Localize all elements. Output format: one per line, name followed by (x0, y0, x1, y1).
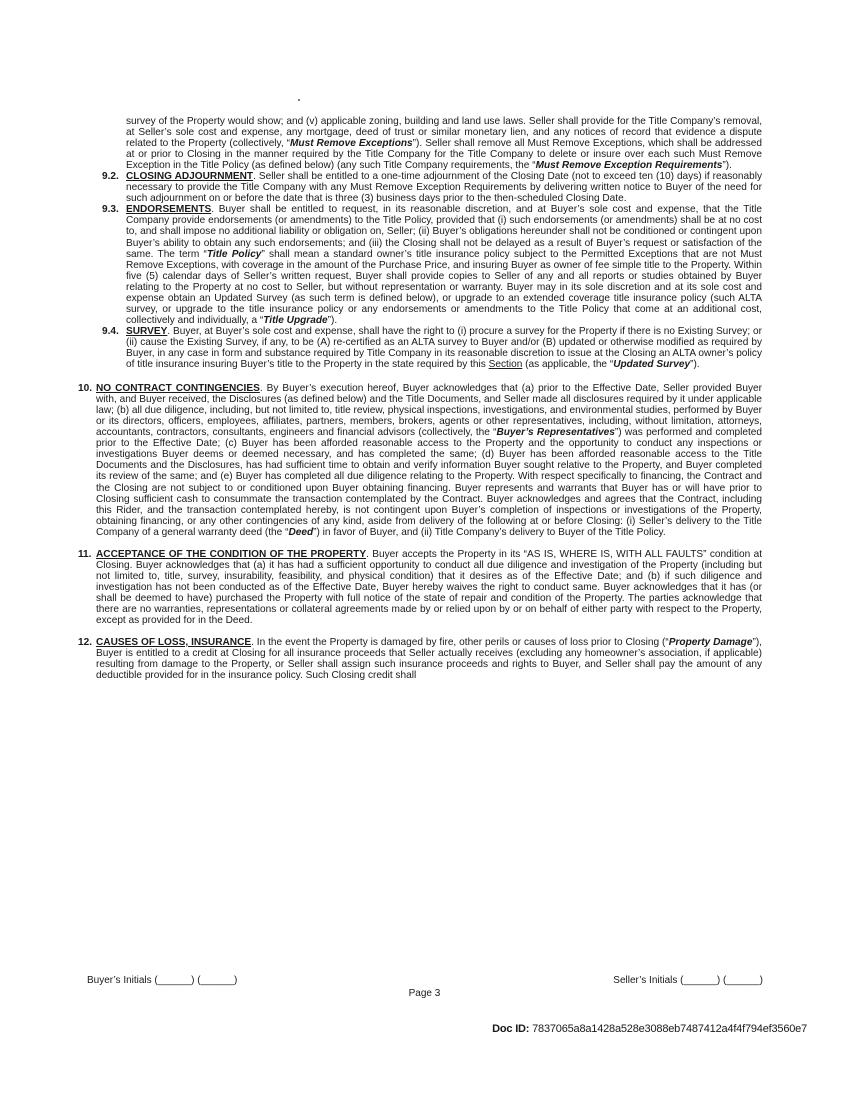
section-9-4 (78, 326, 762, 370)
section-heading: NO CONTRACT CONTINGENCIES (96, 383, 260, 395)
section-11 (78, 549, 762, 626)
section-12 (78, 637, 762, 681)
defined-term: Title Upgrade (263, 314, 328, 326)
section-text: ” shall mean a standard owner’s title insurance policy subject to the Permitted Exceptions that are not Must Remove Exceptions, with coverage in the amount of the Purchase Price, and insuring Buyer as owner of fee simple title to the Property. Within five (5) calendar days of Seller’s written request, Buyer shall provide copies to Seller of any and all reports or studies obtained by Buyer relating to the Property at no cost to Seller, but without representation or warranty. Buyer may in its sole discretion and at its sole cost and expense obtain an Updated Survey (as such term is defined below), or upgrade to an extended coverage title insurance policy (such ALTA survey, or upgrade to the title insurance policy or any endorsements or amendments to the Title Policy that come at an additional cost, collectively and individually, a “ (126, 248, 762, 326)
section-text: . Seller shall be entitled to a one-time adjournment of the Closing Date (not to exceed ten (10) days) if reasonably necessary to provide the Title Company with any Must Remove Exception Requirements by delivering written notice to Buyer of the need for such adjournment on or before the date that is three (3) business days prior to the then-scheduled Closing Date. (126, 171, 763, 205)
section-heading: CAUSES OF LOSS, INSURANCE (96, 637, 252, 649)
section-text: ”) in favor of Buyer, and (ii) Title Company’s delivery to Buyer of the Title Policy. (313, 526, 666, 538)
defined-term: Must Remove Exception Requirements (535, 160, 723, 172)
section-heading: ACCEPTANCE OF THE CONDITION OF THE PROPERTY (96, 548, 367, 560)
section-heading: CLOSING ADJOURNMENT (126, 171, 254, 183)
text: ”). (722, 160, 732, 172)
section-number: 9.4. (102, 325, 119, 337)
section-number: 11. (78, 548, 92, 560)
section-text: . Buyer accepts the Property in its “AS IS, WHERE IS, WITH ALL FAULTS” condition at Closing. Buyer acknowledges that (a) it has had a sufficient opportunity to conduct all due diligence and investigation of the Property (including but not limited to, title, survey, insurability, feasibility, and physical condition) that it desires as of the Effective Date; and (b) if such diligence and investigation has not been conducted as of the Effective Date, Buyer hereby waives the right to conduct same. Buyer acknowledges that it has (or shall be deemed to have) purchased the Property with full notice of the state of repair and condition of the Property. The parties acknowledge that there are no warranties, representations or collateral agreements made by or relied upon by or on behalf of either party with respect to the Property, except as provided for in the Deed. (96, 548, 763, 627)
defined-term: Updated Survey (613, 359, 691, 371)
text: survey of the Property would show; and (v) applicable zoning, building and land use laws. Seller shall provide for the Title Company’s removal, at Seller’s sole cost and expense, any mortgage, deed of trust or similar monetary lien, and any notices of record that evidence a dispute related to the Property (collectively, “ (126, 116, 762, 150)
section-text: ”) was performed and completed prior to the Effective Date; (c) Buyer has been afforded reasonable access to the Property and the opportunity to conduct any inspections or investigations Buyer deems or deemed necessary, and has completed the same; (d) Buyer has been afforded reasonable access to the Title Documents and the Disclosures, has had sufficient time to obtain and verify information Buyer sought relative to the Property, and Buyer completed its review of the same; and (e) Buyer has completed all due diligence relating to the Property. With respect specifically to financing, the Contract and the Closing are not subject to or conditioned upon Buyer obtaining financing. Buyer represents and warrants that Buyer has or will have prior to Closing sufficient cash to consummate the transaction contemplated by the Contract. Buyer acknowledges and agrees that the Contract, including this Rider, and the transaction contemplated hereby, is not contingent upon Buyer’s completion of inspections or investigations of the Property, obtaining financing, or any other contingencies of any kind, aside from delivery of the following at or before Closing: (i) Seller’s delivery to the Title Company of a general warranty deed (the “ (96, 427, 762, 538)
doc-id-value: 7837065a8a1428a528e3088eb7487412a4f4f794ef3560e7 (532, 1023, 807, 1035)
section-number: 9.2. (102, 171, 119, 183)
defined-term: Property Damage (668, 637, 753, 649)
seller-initials: Seller’s Initials (______) (______) (613, 975, 763, 986)
section-number: 10. (78, 383, 93, 395)
stray-mark (298, 99, 300, 101)
section-heading: ENDORSEMENTS (126, 204, 212, 216)
document-body (78, 116, 762, 681)
section-text: . By Buyer’s execution hereof, Buyer acknowledges that (a) prior to the Effective Date, Seller provided Buyer with, and Buyer received, the Disclosures (as defined below) and the Title Documents, and Seller made all disclosures required by it under applicable law; (b) all due diligence, including, but not limited to, title review, physical inspections, investigations, and environmental studies, performed by Buyer or its directors, officers, employees, affiliates, partners, members, brokers, agents or other representatives, including, without limitation, attorneys, accountants, contractors, consultants, engineers and financial advisors (collectively, the “ (96, 383, 763, 439)
section-9-2 (78, 171, 762, 204)
section-text: ”), Buyer is entitled to a credit at Closing for all insurance proceeds that Seller actually receives (excluding any homeowner’s association, if applicable) resulting from damage to the Property, or Seller shall assign such insurance proceeds and rights to Buyer, and Seller shall pay the amount of any deductible provided for in the insurance policy. Such Closing credit shall (96, 637, 762, 682)
buyer-initials: Buyer’s Initials (______) (______) (87, 975, 238, 986)
section-text: ”). (327, 314, 338, 326)
section-10 (78, 383, 762, 538)
section-heading: SURVEY (126, 325, 168, 337)
page-footer (87, 975, 763, 989)
section-text: . Buyer shall be entitled to request, in its reasonable discretion, and at Buyer’s sole cost and expense, that the Title Company provide endorsements (or amendments) to the Title Policy, provided that (i) such endorsements (or amendments) shall be at no cost to, and shall impose no additional liability or obligation on, Seller; (ii) Buyer’s obligations hereunder shall not be conditioned or contingent upon Buyer’s ability to obtain any such endorsements; and (iii) the Closing shall not be delayed as a result of Buyer’s request or satisfaction of the same. The term “ (126, 204, 762, 260)
section-9-1-continuation (78, 116, 762, 171)
section-number: 12. (78, 637, 93, 649)
section-text: ”). (690, 359, 700, 371)
text: ”). Seller shall remove all Must Remove Exceptions, which shall be addressed at or prior to Closing in the manner required by the Title Company for the Title Company to delete or insure over each such Must Remove Exception in the Title Policy (as defined below) (any such Title Company requirements, the “ (126, 138, 763, 172)
section-reference: Section (488, 359, 523, 371)
section-text: . In the event the Property is damaged by fire, other perils or causes of loss prior to Closing (“ (251, 637, 669, 649)
defined-term: Buyer’s Representatives (496, 427, 615, 439)
section-text: . Buyer, at Buyer’s sole cost and expense, shall have the right to (i) procure a survey for the Property if there is no Existing Survey; or (ii) cause the Existing Survey, if any, to be (A) re-certified as an ALTA survey to Buyer and/or (B) updated or otherwise modified as required by Buyer, in any case in form and substance required by Title Company in its reasonable discretion to issue at the Closing an ALTA owner’s policy of title insurance insuring Buyer’s title to the Property in the state required by this (126, 325, 762, 371)
defined-term: Must Remove Exceptions (290, 138, 413, 150)
defined-term: Title Policy (206, 248, 262, 260)
section-9-3 (78, 204, 762, 326)
doc-id (492, 1023, 807, 1035)
defined-term: Deed (288, 526, 314, 538)
section-text: (as applicable, the “ (522, 359, 614, 371)
section-number: 9.3. (102, 204, 119, 216)
doc-id-label: Doc ID: (492, 1023, 530, 1035)
page-number: Page 3 (408, 988, 441, 999)
